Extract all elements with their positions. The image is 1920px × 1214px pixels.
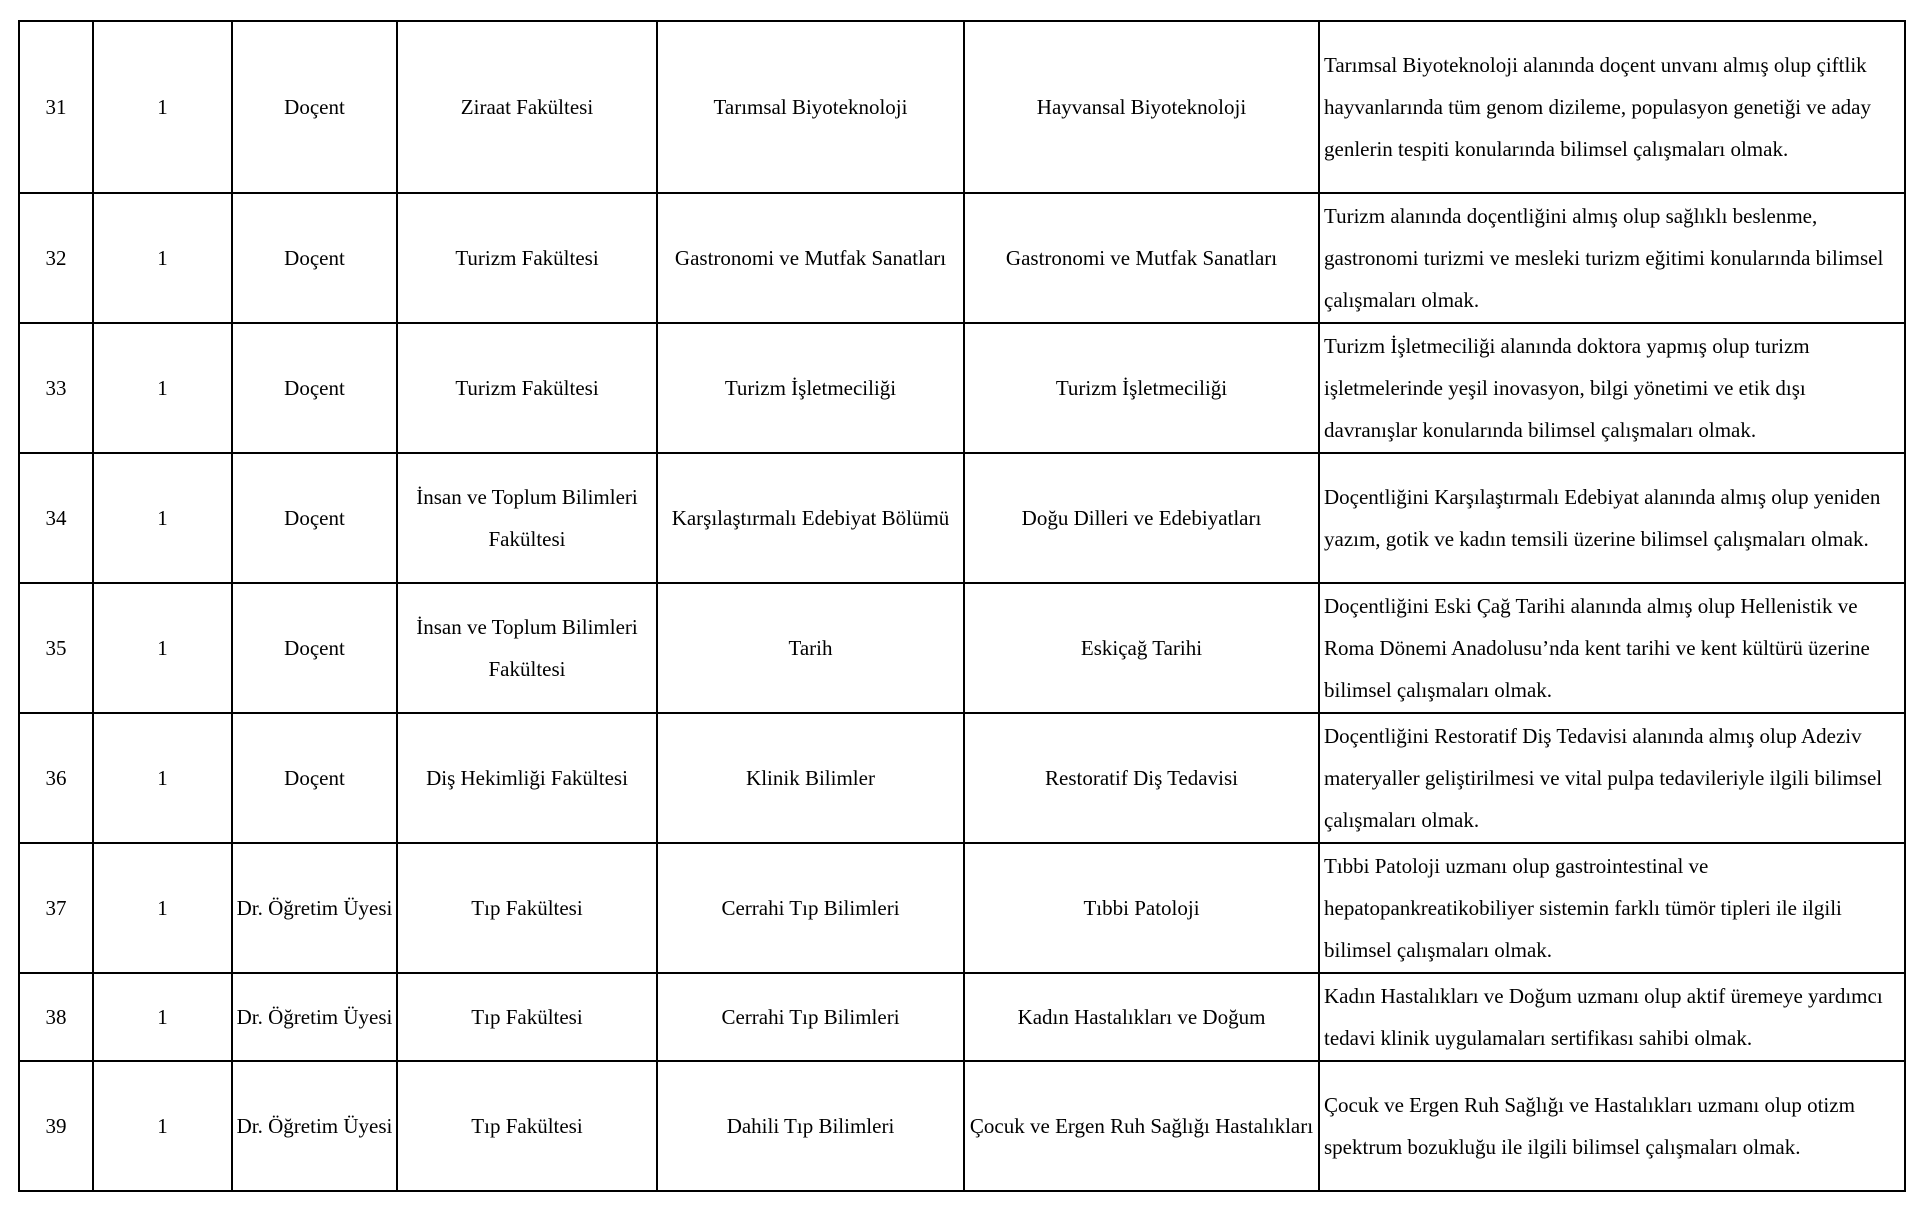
row-number: 34 (19, 453, 93, 583)
requirement-description: Kadın Hastalıkları ve Doğum uzmanı olup aktif üremeye yardımcı tedavi klinik uygulamaları sertifikası sahibi olmak. (1319, 973, 1905, 1061)
row-number: 37 (19, 843, 93, 973)
position-count: 1 (93, 21, 232, 193)
requirement-description: Tarımsal Biyoteknoloji alanında doçent unvanı almış olup çiftlik hayvanlarında tüm genom dizileme, populasyon genetiği ve aday genlerin tespiti konularında bilimsel çalışmaları olmak. (1319, 21, 1905, 193)
row-number: 31 (19, 21, 93, 193)
row-number: 32 (19, 193, 93, 323)
department-name: Gastronomi ve Mutfak Sanatları (657, 193, 964, 323)
table-row (19, 843, 1905, 973)
faculty-name: İnsan ve Toplum Bilimleri Fakültesi (397, 453, 657, 583)
academic-title: Doçent (232, 583, 397, 713)
table-row (19, 1061, 1905, 1191)
row-number: 39 (19, 1061, 93, 1191)
table-row (19, 21, 1905, 193)
field-name: Kadın Hastalıkları ve Doğum (964, 973, 1319, 1061)
field-name: Turizm İşletmeciliği (964, 323, 1319, 453)
faculty-name: Turizm Fakültesi (397, 193, 657, 323)
row-number: 38 (19, 973, 93, 1061)
academic-title: Dr. Öğretim Üyesi (232, 843, 397, 973)
field-name: Doğu Dilleri ve Edebiyatları (964, 453, 1319, 583)
position-count: 1 (93, 453, 232, 583)
table-row (19, 583, 1905, 713)
faculty-name: Turizm Fakültesi (397, 323, 657, 453)
faculty-name: Ziraat Fakültesi (397, 21, 657, 193)
faculty-name: Tıp Fakültesi (397, 973, 657, 1061)
faculty-name: Diş Hekimliği Fakültesi (397, 713, 657, 843)
positions-table-body (19, 21, 1905, 1191)
positions-table (18, 20, 1906, 1192)
row-number: 33 (19, 323, 93, 453)
academic-title: Dr. Öğretim Üyesi (232, 973, 397, 1061)
faculty-name: Tıp Fakültesi (397, 843, 657, 973)
department-name: Turizm İşletmeciliği (657, 323, 964, 453)
faculty-name: Tıp Fakültesi (397, 1061, 657, 1191)
department-name: Klinik Bilimler (657, 713, 964, 843)
requirement-description: Turizm İşletmeciliği alanında doktora yapmış olup turizm işletmelerinde yeşil inovasyon, bilgi yönetimi ve etik dışı davranışlar konularında bilimsel çalışmaları olmak. (1319, 323, 1905, 453)
field-name: Çocuk ve Ergen Ruh Sağlığı Hastalıkları (964, 1061, 1319, 1191)
table-row (19, 973, 1905, 1061)
requirement-description: Turizm alanında doçentliğini almış olup sağlıklı beslenme, gastronomi turizmi ve mesleki turizm eğitimi konularında bilimsel çalışmaları olmak. (1319, 193, 1905, 323)
department-name: Cerrahi Tıp Bilimleri (657, 973, 964, 1061)
department-name: Karşılaştırmalı Edebiyat Bölümü (657, 453, 964, 583)
academic-title: Doçent (232, 323, 397, 453)
table-row (19, 453, 1905, 583)
row-number: 35 (19, 583, 93, 713)
table-row (19, 323, 1905, 453)
department-name: Dahili Tıp Bilimleri (657, 1061, 964, 1191)
field-name: Tıbbi Patoloji (964, 843, 1319, 973)
academic-title: Doçent (232, 193, 397, 323)
table-row (19, 713, 1905, 843)
field-name: Eskiçağ Tarihi (964, 583, 1319, 713)
requirement-description: Tıbbi Patoloji uzmanı olup gastrointestinal ve hepatopankreatikobiliyer sistemin farklı tümör tipleri ile ilgili bilimsel çalışmaları olmak. (1319, 843, 1905, 973)
academic-title: Doçent (232, 713, 397, 843)
position-count: 1 (93, 1061, 232, 1191)
position-count: 1 (93, 583, 232, 713)
academic-title: Doçent (232, 21, 397, 193)
position-count: 1 (93, 973, 232, 1061)
table-row (19, 193, 1905, 323)
requirement-description: Doçentliğini Karşılaştırmalı Edebiyat alanında almış olup yeniden yazım, gotik ve kadın temsili üzerine bilimsel çalışmaları olmak. (1319, 453, 1905, 583)
requirement-description: Doçentliğini Restoratif Diş Tedavisi alanında almış olup Adeziv materyaller geliştirilmesi ve vital pulpa tedavileriyle ilgili bilimsel çalışmaları olmak. (1319, 713, 1905, 843)
faculty-name: İnsan ve Toplum Bilimleri Fakültesi (397, 583, 657, 713)
row-number: 36 (19, 713, 93, 843)
requirement-description: Çocuk ve Ergen Ruh Sağlığı ve Hastalıkları uzmanı olup otizm spektrum bozukluğu ile ilgili bilimsel çalışmaları olmak. (1319, 1061, 1905, 1191)
field-name: Hayvansal Biyoteknoloji (964, 21, 1319, 193)
academic-title: Doçent (232, 453, 397, 583)
department-name: Cerrahi Tıp Bilimleri (657, 843, 964, 973)
field-name: Restoratif Diş Tedavisi (964, 713, 1319, 843)
department-name: Tarih (657, 583, 964, 713)
position-count: 1 (93, 713, 232, 843)
position-count: 1 (93, 323, 232, 453)
position-count: 1 (93, 193, 232, 323)
field-name: Gastronomi ve Mutfak Sanatları (964, 193, 1319, 323)
department-name: Tarımsal Biyoteknoloji (657, 21, 964, 193)
requirement-description: Doçentliğini Eski Çağ Tarihi alanında almış olup Hellenistik ve Roma Dönemi Anadolusu’nda kent tarihi ve kent kültürü üzerine bilimsel çalışmaları olmak. (1319, 583, 1905, 713)
position-count: 1 (93, 843, 232, 973)
academic-title: Dr. Öğretim Üyesi (232, 1061, 397, 1191)
